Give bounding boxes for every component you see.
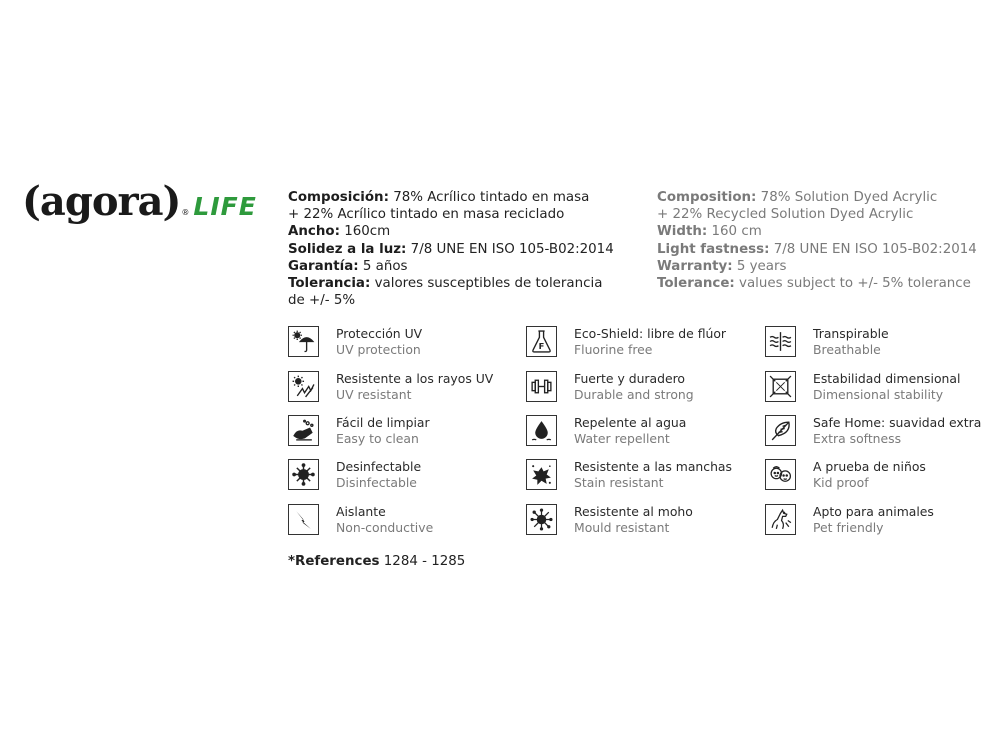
spec-label: Ancho: <box>288 224 340 240</box>
feature-non-conductive <box>288 504 433 540</box>
frame-stability-icon <box>765 371 796 402</box>
spec-value: valores susceptibles de tolerancia de +/- 5% <box>288 276 603 309</box>
feature-uv-resistant <box>288 371 493 407</box>
feature-label-en: Durable and strong <box>574 386 694 402</box>
spec-composition-2 <box>288 206 623 223</box>
spec-label: Light fastness: <box>657 241 770 257</box>
feature-label-es: Resistente al moho <box>574 504 693 519</box>
feature-label-en: Pet friendly <box>813 519 884 535</box>
spec-composition-2 <box>657 206 987 223</box>
feature-label-es: Eco-Shield: libre de flúor <box>574 326 727 341</box>
feature-label-es: Fácil de limpiar <box>336 415 430 430</box>
feature-label-es: Fuerte y duradero <box>574 371 686 386</box>
spec-value: 78% Solution Dyed Acrylic <box>760 190 938 205</box>
feature-label-en: Breathable <box>813 341 881 357</box>
spec-value: 160 cm <box>711 224 762 240</box>
feature-label-es: Resistente a los rayos UV <box>336 371 494 386</box>
spec-label: Tolerancia: <box>288 276 371 292</box>
references-line <box>288 554 465 569</box>
feature-label-es: Repelente al agua <box>574 415 687 430</box>
feature-label-en: Stain resistant <box>574 474 664 490</box>
feature-label-en: Disinfectable <box>336 474 417 490</box>
spec-warranty <box>288 258 623 275</box>
umbrella-sun-icon <box>288 326 319 357</box>
lightning-icon <box>288 504 319 535</box>
feature-label-en: Fluorine free <box>574 341 653 357</box>
sponge-icon <box>288 415 319 446</box>
feature-extra-softness <box>765 415 981 451</box>
spec-value: + 22% Recycled Solution Dyed Acrylic <box>657 207 914 223</box>
spec-block-spanish <box>288 189 623 309</box>
feature-label-es: Transpirable <box>813 326 889 341</box>
virus-icon <box>288 459 319 490</box>
feature-fluorine-free <box>526 326 726 362</box>
feature-label-es: Apto para animales <box>813 504 934 519</box>
spec-label: Tolerance: <box>657 276 735 292</box>
spec-value: 160cm <box>344 224 391 240</box>
pet-icon <box>765 504 796 535</box>
feature-disinfectable <box>288 459 421 495</box>
spec-label: Garantía: <box>288 258 359 274</box>
feature-label-es: Estabilidad dimensional <box>813 371 961 386</box>
feature-dimensional-stability <box>765 371 960 407</box>
spec-light-fastness <box>288 241 623 258</box>
feature-label-en: UV resistant <box>336 386 412 402</box>
spec-label: Warranty: <box>657 258 733 274</box>
feature-label-en: Extra softness <box>813 430 902 446</box>
spec-tolerance <box>657 275 987 292</box>
breathable-icon <box>765 326 796 357</box>
logo-life-text: LIFE <box>193 192 257 221</box>
feature-label-es: Aislante <box>336 504 386 519</box>
spec-value: values subject to +/- 5% tolerance <box>739 276 971 292</box>
feature-label-es: Safe Home: suavidad extra <box>813 415 982 430</box>
feature-kid-proof <box>765 459 926 495</box>
spec-composition <box>657 189 987 206</box>
feature-water-repellent <box>526 415 686 451</box>
feature-pet-friendly <box>765 504 934 540</box>
spec-composition <box>288 189 623 206</box>
flask-f-icon <box>526 326 557 357</box>
feature-label-es: Resistente a las manchas <box>574 459 732 474</box>
feature-mould-resistant <box>526 504 693 540</box>
spec-warranty <box>657 258 987 275</box>
spec-value: 5 años <box>362 258 408 274</box>
feature-label-es: Desinfectable <box>336 459 422 474</box>
feature-label-es: A prueba de niños <box>813 459 926 474</box>
spec-width <box>288 223 623 240</box>
spec-label: Composición: <box>288 190 389 205</box>
feature-breathable <box>765 326 889 362</box>
spec-value: 78% Acrílico tintado en masa <box>393 190 590 205</box>
spec-light-fastness <box>657 241 987 258</box>
feature-label-en: Non-conductive <box>336 519 434 535</box>
water-drop-icon <box>526 415 557 446</box>
dumbbell-icon <box>526 371 557 402</box>
feather-icon <box>765 415 796 446</box>
mould-icon <box>526 504 557 535</box>
kids-faces-icon <box>765 459 796 490</box>
spec-block-english <box>657 189 987 292</box>
spec-tolerance <box>288 275 623 309</box>
feature-label-en: Dimensional stability <box>813 386 944 402</box>
feature-durable-strong <box>526 371 694 407</box>
spec-value: 7/8 UNE EN ISO 105-B02:2014 <box>773 241 977 257</box>
references-label: *References <box>288 554 380 569</box>
stain-icon <box>526 459 557 490</box>
spec-label: Composition: <box>657 190 757 205</box>
feature-label-es: Protección UV <box>336 326 423 341</box>
brand-logo <box>22 178 257 228</box>
spec-value: + 22% Acrílico tintado en masa reciclado <box>288 207 565 223</box>
svg-text:F: F <box>538 340 545 351</box>
logo-agora-text: (agora) <box>22 178 181 225</box>
spec-label: Solidez a la luz: <box>288 241 407 257</box>
feature-label-en: Mould resistant <box>574 519 670 535</box>
feature-label-en: Kid proof <box>813 474 869 490</box>
feature-label-en: UV protection <box>336 341 421 357</box>
feature-label-en: Water repellent <box>574 430 670 446</box>
logo-registered-mark: ® <box>181 208 190 217</box>
spec-width <box>657 223 987 240</box>
spec-label: Width: <box>657 224 708 240</box>
spec-value: 7/8 UNE EN ISO 105-B02:2014 <box>410 241 614 257</box>
feature-easy-to-clean <box>288 415 430 451</box>
sun-rays-icon <box>288 371 319 402</box>
feature-uv-protection <box>288 326 422 362</box>
spec-value: 5 years <box>736 258 787 274</box>
feature-stain-resistant <box>526 459 732 495</box>
references-value: 1284 - 1285 <box>383 554 466 569</box>
feature-label-en: Easy to clean <box>336 430 419 446</box>
